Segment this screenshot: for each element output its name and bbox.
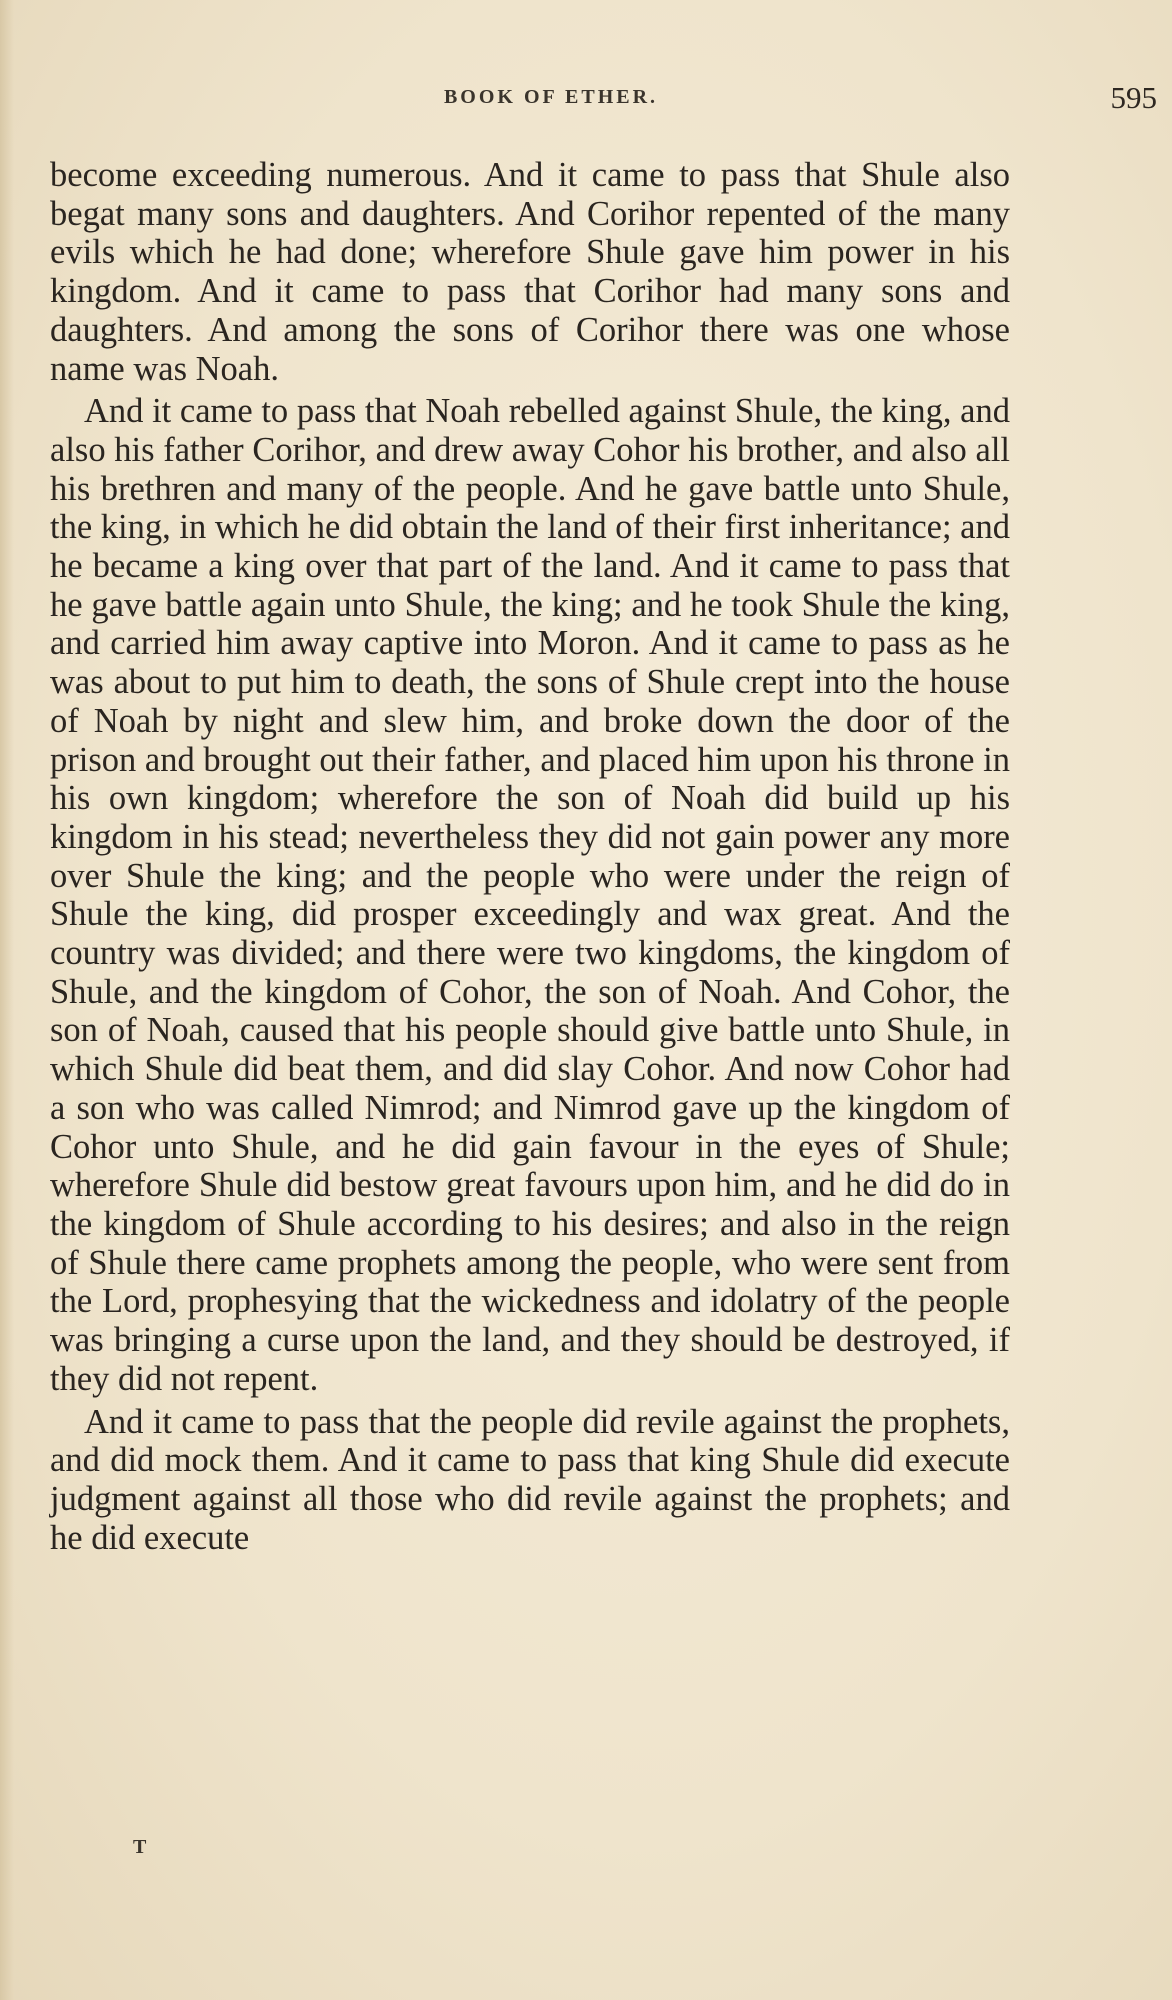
running-head (50, 80, 1157, 118)
body-text (50, 156, 1010, 1561)
running-title: BOOK OF ETHER. (443, 86, 659, 108)
paragraph-2: And it came to pass that Noah rebelled against Shule, the king, and also his father Corihor, and drew away Cohor his brother, and also all his brethren and many of the people. And he gave battle unto Shule, the king, in which he did obtain the land of their first inheritance; and he became a king over that part of the land. And it came to pass that he gave battle again unto Shule, the king; and he took Shule the king, and carried him away captive into Moron. And it came to pass as he was about to put him to death, the sons of Shule crept into the house of Noah by night and slew him, and broke down the door of the prison and brought out their father, and placed him upon his throne in his own kingdom; wherefore the son of Noah did build up his kingdom in his stead; nevertheless they did not gain power any more over Shule the king; and the people who were under the reign of Shule the king, did prosper exceedingly and wax great. And the country was divided; and there were two kingdoms, the kingdom of Shule, and the kingdom of Cohor, the son of Noah. And Cohor, the son of Noah, caused that his people should give battle unto Shule, in which Shule did beat them, and did slay Cohor. And now Cohor had a son who was called Nimrod; and Nimrod gave up the kingdom of Cohor unto Shule, and he did gain favour in the eyes of Shule; wherefore Shule did bestow great favours upon him, and he did do in the kingdom of Shule according to his desires; and also in the reign of Shule there came prophets among the people, who were sent from the Lord, prophesying that the wickedness and idolatry of the people was bringing a curse upon the land, and they should be destroyed, if they did not repent. (50, 392, 1010, 1398)
page-number: 595 (1110, 80, 1157, 115)
paragraph-3: And it came to pass that the people did revile against the prophets, and did mock them. And it came to pass that king Shule did execute judgment against all those who did revile against the prophets; and he did execute (50, 1402, 1010, 1557)
signature-mark: T (133, 1836, 147, 1858)
page-gutter-shadow (0, 0, 14, 2000)
paragraph-1: become exceeding numerous. And it came to pass that Shule also begat many sons and daughters. And Corihor repented of the many evils which he had done; wherefore Shule gave him power in his kingdom. And it came to pass that Corihor had many sons and daughters. And among the sons of Corihor there was one whose name was Noah. (50, 156, 1010, 388)
